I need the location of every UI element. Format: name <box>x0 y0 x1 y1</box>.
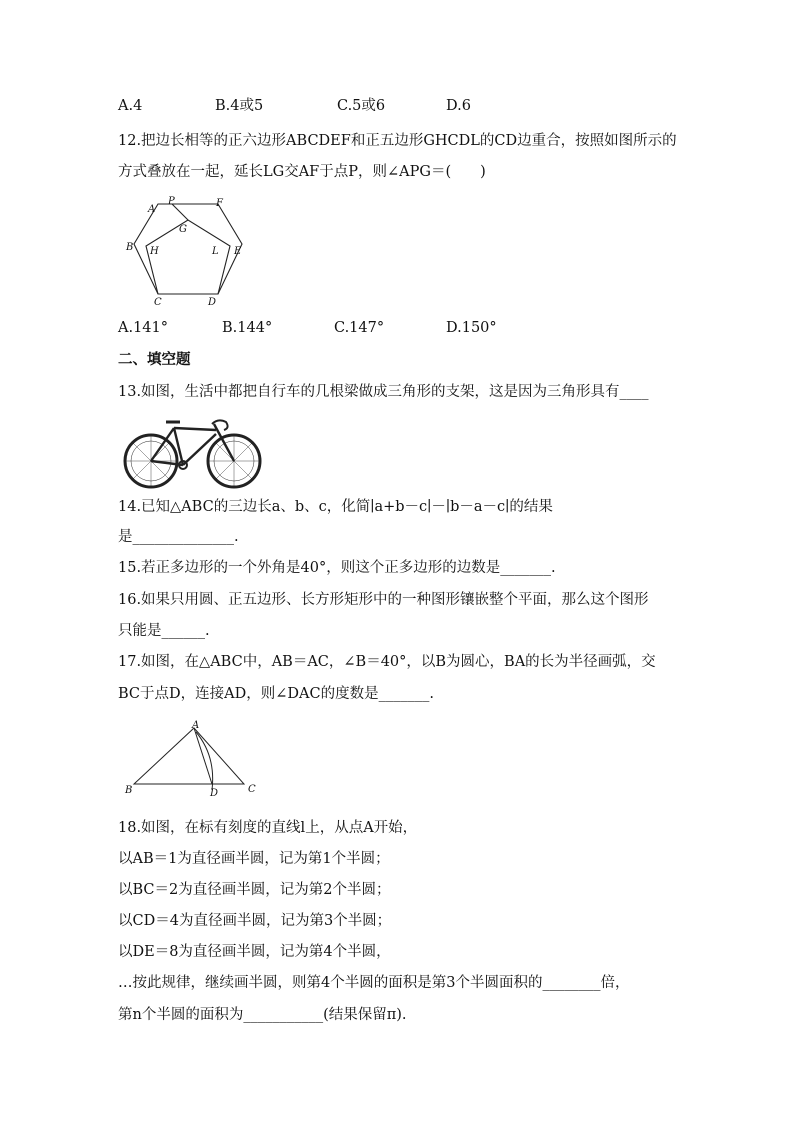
section-heading: 二、填空题 <box>118 352 191 368</box>
q18-text-line2: 以AB＝1为直径画半圆，记为第1个半圆； <box>118 851 390 867</box>
q18-text-line5: 以DE＝8为直径画半圆，记为第4个半圆， <box>118 944 391 960</box>
q12-option-b: B.144° <box>222 320 273 336</box>
label-a: A <box>192 720 200 731</box>
q18-text-line7: 第n个半圆的面积为___________(结果保留π). <box>118 1007 407 1023</box>
label-p: P <box>168 196 175 207</box>
label-a: A <box>148 204 156 215</box>
label-g: G <box>179 224 187 235</box>
q18-text-line3: 以BC＝2为直径画半圆，记为第2个半圆； <box>118 882 391 898</box>
q11-option-a: A.4 <box>118 98 143 114</box>
q18-text-line4: 以CD＝4为直径画半圆，记为第3个半圆； <box>118 913 392 929</box>
label-l: L <box>212 246 219 257</box>
label-b: B <box>125 785 133 796</box>
q14-text-line1: 14.已知△ABC的三边长a、b、c，化简∣a+b－c∣－∣b－a－c∣的结果 <box>118 499 553 515</box>
q12-text-line1: 12.把边长相等的正六边形ABCDEF和正五边形GHCDL的CD边重合，按照如图所示的 <box>118 133 677 149</box>
q12-option-d: D.150° <box>446 320 497 336</box>
q16-text-line2: 只能是______. <box>118 623 210 639</box>
q13-text-line1: 13.如图，生活中都把自行车的几根梁做成三角形的支架，这是因为三角形具有____ <box>118 384 649 400</box>
bike-frame <box>151 424 234 465</box>
hexagon-pentagon-figure <box>118 192 248 312</box>
q15-text: 15.若正多边形的一个外角是40°，则这个正多边形的边数是_______. <box>118 560 556 576</box>
q18-text-line6: …按此规律，继续画半圆，则第4个半圆的面积是第3个半圆面积的________倍， <box>118 975 630 991</box>
pentagon-shape <box>146 220 230 294</box>
q14-text-line2: 是______________. <box>118 529 239 545</box>
q11-option-d: D.6 <box>446 98 471 114</box>
label-f: F <box>216 198 223 209</box>
label-b: B <box>126 242 134 253</box>
q17-text-line1: 17.如图，在△ABC中，AB＝AC，∠B＝40°，以B为圆心，BA的长为半径画弧，交 <box>118 654 656 670</box>
triangle-figure <box>118 718 268 800</box>
label-d: D <box>210 788 219 799</box>
q16-text-line1: 16.如果只用圆、正五边形、长方形矩形中的一种图形镶嵌整个平面，那么这个图形 <box>118 592 649 608</box>
q12-text-line2: 方式叠放在一起，延长LG交AF于点P，则∠APG＝( ) <box>118 164 486 180</box>
q12-option-a: A.141° <box>118 320 169 336</box>
q11-option-b: B.4或5 <box>215 98 264 114</box>
label-c: C <box>248 784 256 795</box>
label-d: D <box>208 297 217 308</box>
triangle-abc <box>134 728 244 784</box>
bicycle-image <box>118 408 266 488</box>
q18-text-line1: 18.如图，在标有刻度的直线l上，从点A开始， <box>118 820 418 836</box>
label-h: H <box>150 246 159 257</box>
q11-option-c: C.5或6 <box>337 98 386 114</box>
q12-option-c: C.147° <box>334 320 385 336</box>
label-e: E <box>234 246 242 257</box>
label-c: C <box>154 297 162 308</box>
q17-text-line2: BC于点D，连接AD，则∠DAC的度数是_______. <box>118 686 434 702</box>
